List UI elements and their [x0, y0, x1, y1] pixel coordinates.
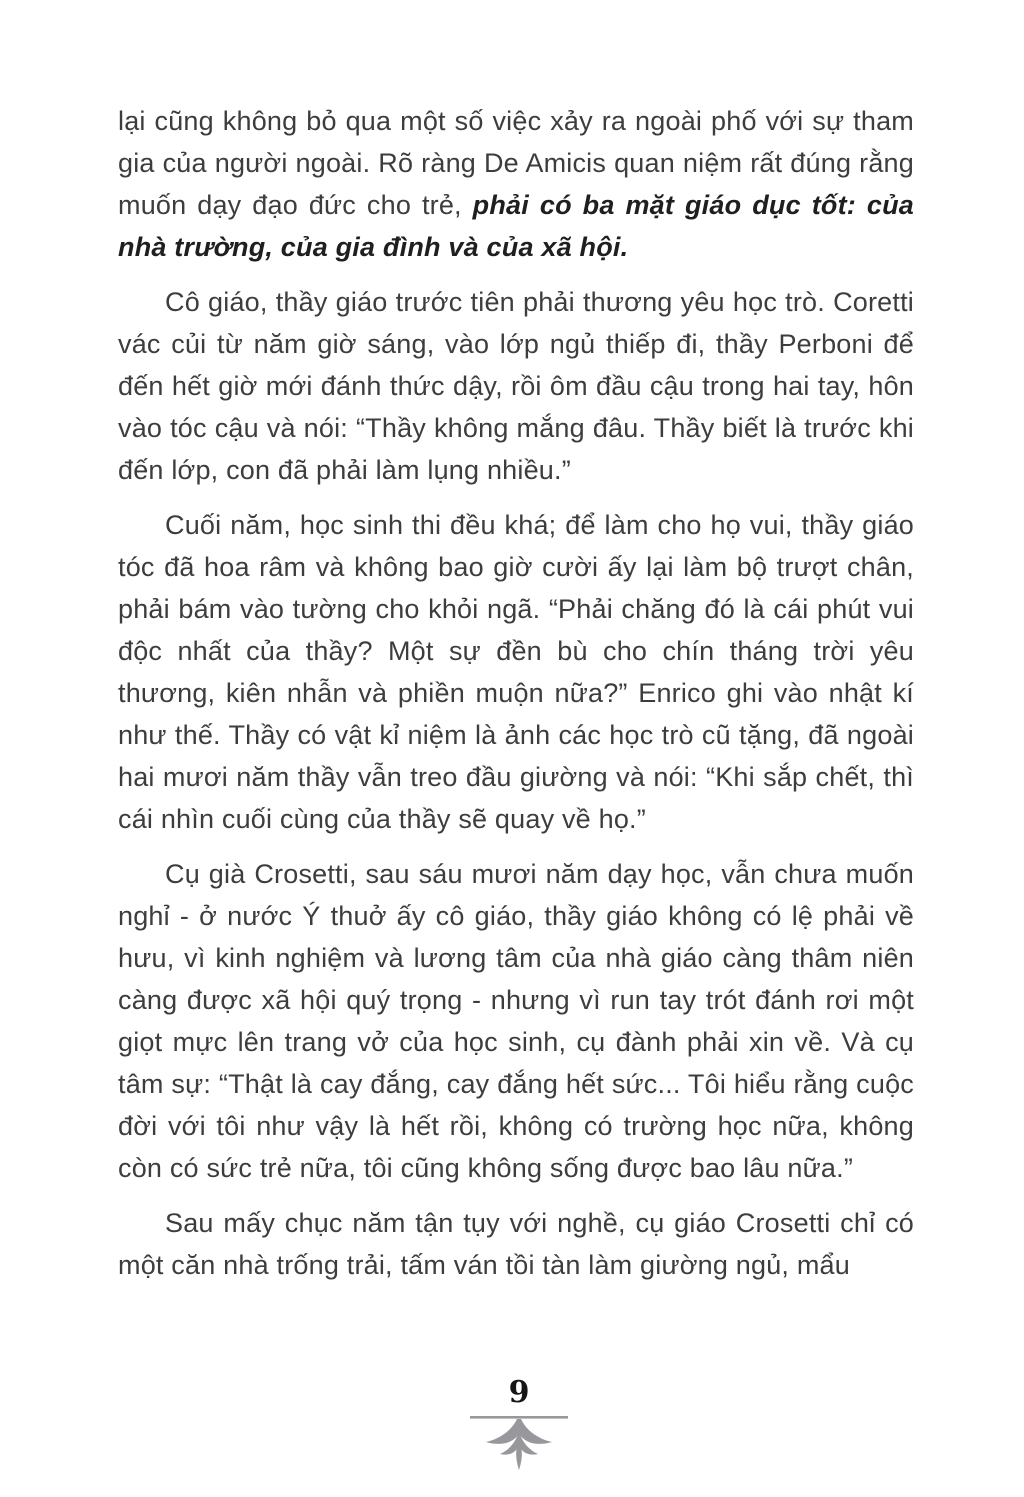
paragraph-text: lại cũng không bỏ qua một số việc xảy ra ngoài phố với sự tham gia của người ngoài. Rõ ràng De Amicis quan niệm rất đúng rằng muốn dạy đạo đức cho trẻ,: [118, 106, 914, 220]
paragraph-text: Cô giáo, thầy giáo trước tiên phải thương yêu học trò. Coretti vác củi từ năm giờ sáng, vào lớp ngủ thiếp đi, thầy Perboni để đến hết giờ mới đánh thức dậy, rồi ôm đầu cậu trong hai tay, hôn vào tóc cậu và nói: “Thầy không mắng đâu. Thầy biết là trước khi đến lớp, con đã phải làm lụng nhiều.”: [118, 287, 914, 485]
paragraph-text: Sau mấy chục năm tận tụy với nghề, cụ giáo Crosetti chỉ có một căn nhà trống trải, tấm ván tồi tàn làm giường ngủ, mẩu: [118, 1208, 914, 1280]
paragraph: [118, 1202, 914, 1286]
page-footer: [470, 1376, 568, 1478]
paragraph-text: Cuối năm, học sinh thi đều khá; để làm cho họ vui, thầy giáo tóc đã hoa râm và không bao giờ cười ấy lại làm bộ trượt chân, phải bám vào tường cho khỏi ngã. “Phải chăng đó là cái phút vui độc nhất của thầy? Một sự đền bù cho chín tháng trời yêu thương, kiên nhẫn và phiền muộn nữa?” Enrico ghi vào nhật kí như thế. Thầy có vật kỉ niệm là ảnh các học trò cũ tặng, đã ngoài hai mươi năm thầy vẫn treo đầu giường và nói: “Khi sắp chết, thì cái nhìn cuối cùng của thầy sẽ quay về họ.”: [118, 510, 914, 834]
page-number: 9: [508, 1375, 530, 1410]
fleuron-ornament-icon: [470, 1416, 568, 1478]
footer-rule: [470, 1416, 568, 1419]
paragraph: [118, 504, 914, 840]
paragraph: [118, 281, 914, 491]
page-body-text: [118, 100, 914, 1299]
paragraph: [118, 853, 914, 1189]
paragraph: [118, 100, 914, 268]
paragraph-emphasis: phải có ba mặt giáo dục tốt: của nhà trường, của gia đình và của xã hội.: [118, 190, 914, 262]
paragraph-text: Cụ già Crosetti, sau sáu mươi năm dạy học, vẫn chưa muốn nghỉ - ở nước Ý thuở ấy cô giáo, thầy giáo không có lệ phải về hưu, vì kinh nghiệm và lương tâm của nhà giáo càng thâm niên càng được xã hội quý trọng - nhưng vì run tay trót đánh rơi một giọt mực lên trang vở của học sinh, cụ đành phải xin về. Và cụ tâm sự: “Thật là cay đắng, cay đắng hết sức... Tôi hiểu rằng cuộc đời với tôi như vậy là hết rồi, không có trường học nữa, không còn có sức trẻ nữa, tôi cũng không sống được bao lâu nữa.”: [118, 859, 914, 1183]
